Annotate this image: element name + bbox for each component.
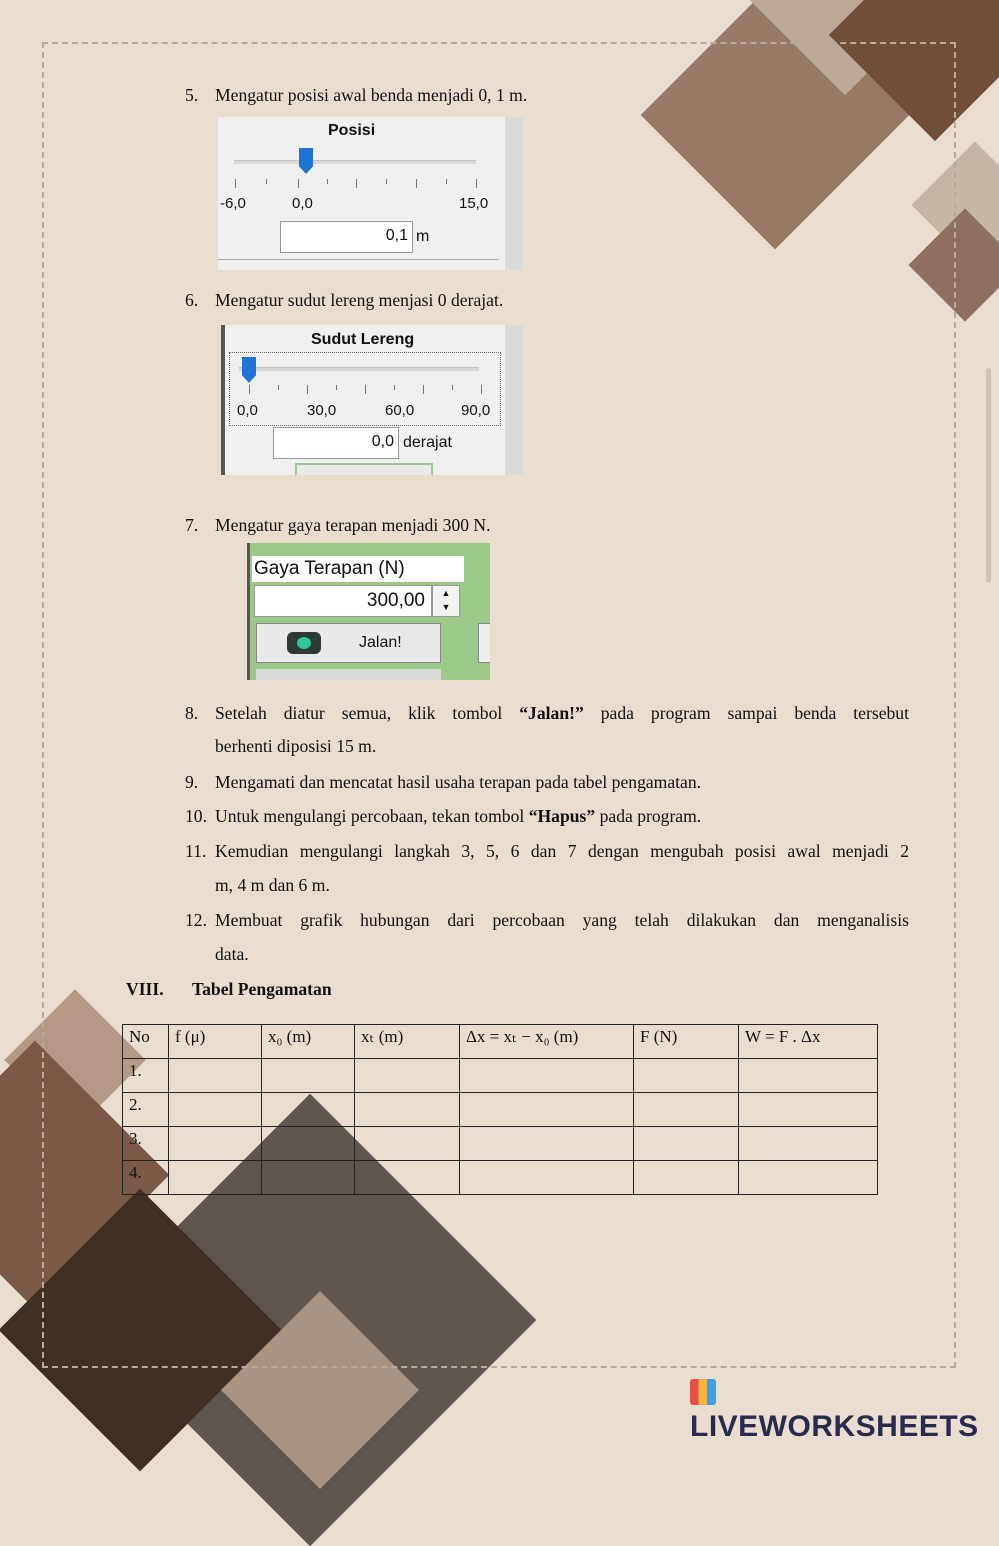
input-cell[interactable] [169,1093,262,1127]
posisi-tick-max: 15,0 [459,195,489,212]
input-cell[interactable] [460,1059,634,1093]
input-cell[interactable] [634,1059,739,1093]
input-cell[interactable] [355,1127,460,1161]
header-xt: xₜ (m) [355,1025,460,1059]
step-12-cont: data. [215,944,249,964]
sudut-input[interactable]: 0,0 [273,427,399,459]
input-cell[interactable] [460,1127,634,1161]
input-cell[interactable] [355,1059,460,1093]
jalan-button[interactable] [256,623,441,663]
table-header-row [123,1025,878,1059]
step-10: 10. Untuk mengulangi percobaan, tekan tombol “Hapus” pada program. [185,806,702,826]
sudut-track [239,367,479,371]
input-cell[interactable] [169,1161,262,1195]
observation-table [122,1024,878,1195]
row-number: 1. [123,1059,169,1093]
posisi-tick-zero: 0,0 [292,195,313,212]
input-cell[interactable] [460,1161,634,1195]
step-8-cont: berhenti diposisi 15 m. [215,736,377,756]
header-W: W = F . Δx [739,1025,878,1059]
jalan-button-label: Jalan! [359,634,402,651]
row-number: 3. [123,1127,169,1161]
posisi-tick-min: -6,0 [220,195,246,212]
input-cell[interactable] [262,1127,355,1161]
sudut-panel [221,325,523,475]
table-row [123,1059,878,1093]
input-cell[interactable] [262,1059,355,1093]
gaya-input[interactable]: 300,00 [254,585,432,617]
brand-text: LIVEWORKSHEETS [690,1410,979,1443]
step-7: 7. Mengatur gaya terapan menjadi 300 N. [185,515,491,535]
header-F: F (N) [634,1025,739,1059]
row-number: 2. [123,1093,169,1127]
input-cell[interactable] [262,1093,355,1127]
table-row [123,1127,878,1161]
scrollbar[interactable] [986,368,991,583]
step-9: 9. Mengamati dan mencatat hasil usaha terapan pada tabel pengamatan. [185,772,702,792]
input-cell[interactable] [262,1161,355,1195]
input-cell[interactable] [739,1059,878,1093]
gaya-label: Gaya Terapan (N) [252,556,464,582]
table-row [123,1093,878,1127]
posisi-input[interactable]: 0,1 [280,221,413,253]
header-x0: x₀ (m) [262,1025,355,1059]
input-cell[interactable] [634,1161,739,1195]
liveworksheets-logo[interactable] [690,1376,999,1444]
input-cell[interactable] [739,1093,878,1127]
posisi-track [234,160,476,164]
header-f: f (μ) [169,1025,262,1059]
posisi-panel [218,117,523,270]
posisi-slider-thumb[interactable] [299,148,313,174]
section-number: VIII. [126,979,164,999]
row-number: 4. [123,1161,169,1195]
header-no: No [123,1025,169,1059]
step-11: 11. Kemudian mengulangi langkah 3, 5, 6 dan 7 dengan mengubah posisi awal menjadi 2 [185,841,909,861]
table-row [123,1161,878,1195]
step-11-cont: m, 4 m dan 6 m. [215,875,330,895]
input-cell[interactable] [355,1161,460,1195]
gaya-panel [247,543,490,680]
input-cell[interactable] [169,1127,262,1161]
step-5: 5. Mengatur posisi awal benda menjadi 0, 1 m. [185,85,528,105]
input-cell[interactable] [355,1093,460,1127]
input-cell[interactable] [169,1059,262,1093]
posisi-unit: m [416,228,430,245]
step-12: 12. Membuat grafik hubungan dari percobaan yang telah dilakukan dan menganalisis [185,910,909,930]
posisi-title: Posisi [328,122,376,139]
sudut-tick-30: 30,0 [307,402,337,419]
sudut-title: Sudut Lereng [311,331,415,348]
section-title: Tabel Pengamatan [192,979,332,999]
header-dx: Δx = xₜ − x₀ (m) [460,1025,634,1059]
sudut-tick-0: 0,0 [237,402,258,419]
input-cell[interactable] [739,1161,878,1195]
step-6: 6. Mengatur sudut lereng menjasi 0 derajat. [185,290,504,310]
sudut-tick-60: 60,0 [385,402,415,419]
sudut-unit: derajat [403,434,452,451]
input-cell[interactable] [634,1093,739,1127]
liveworksheets-icon [690,1379,716,1405]
input-cell[interactable] [460,1093,634,1127]
step-8: 8. Setelah diatur semua, klik tombol “Jalan!” pada program sampai benda tersebut [185,703,909,723]
input-cell[interactable] [634,1127,739,1161]
traffic-light-icon [287,632,321,654]
input-cell[interactable] [739,1127,878,1161]
gaya-spinner[interactable]: ▲ ▼ [432,585,460,617]
sudut-tick-90: 90,0 [461,402,491,419]
